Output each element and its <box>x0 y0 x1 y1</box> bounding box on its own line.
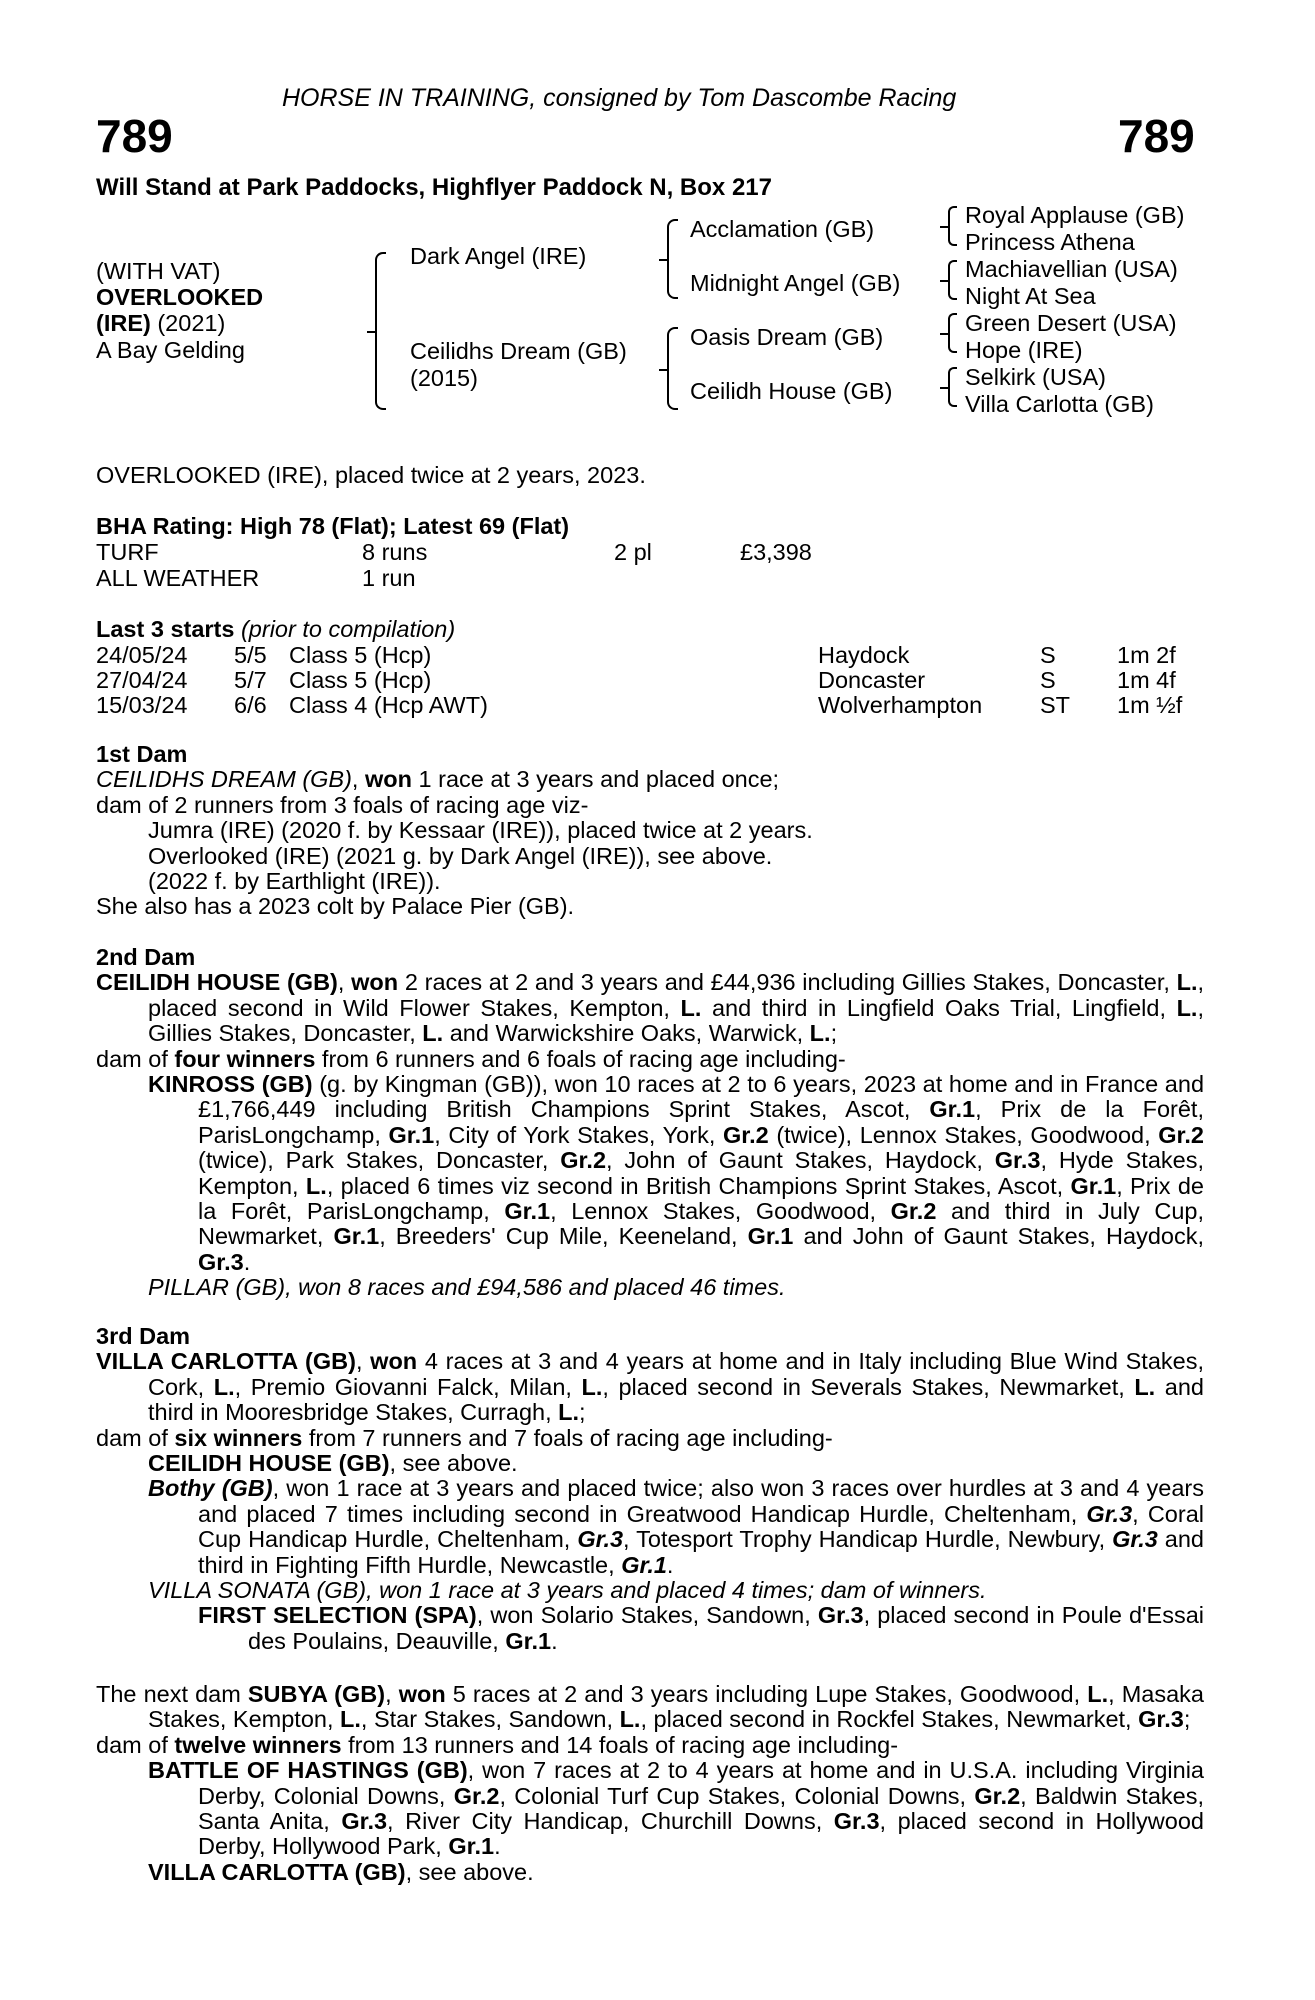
record-text: , placed second in Wild Flower Stakes, Kempton, <box>148 969 1205 1021</box>
pedigree-brace-sd <box>948 260 957 300</box>
start-class: Class 4 (Hcp AWT) <box>289 692 488 718</box>
group-mark: Gr.1 <box>1070 1172 1117 1199</box>
last-starts-note: (prior to compilation) <box>234 616 456 642</box>
record-text: . <box>243 1248 251 1275</box>
horse-name: OVERLOOKED <box>96 284 264 310</box>
start-class: Class 5 (Hcp) <box>289 642 432 668</box>
third-dam-section <box>96 1324 1204 1654</box>
record-text: ; <box>1183 1706 1191 1733</box>
group-mark: Gr.3 <box>817 1602 864 1629</box>
record-text: and John of Gaunt Stakes, Haydock, <box>793 1223 1205 1250</box>
rating-runs: 1 run <box>362 565 416 591</box>
record-text: and third in Lingfield Oaks Trial, Lingfield, <box>701 994 1177 1021</box>
start-date: 27/04/24 <box>96 667 188 693</box>
pedigree-dss: Green Desert (USA) <box>965 310 1177 336</box>
second-dam-name: CEILIDH HOUSE (GB) <box>96 969 338 996</box>
group-mark: Gr.1 <box>929 1096 976 1123</box>
group-mark: Gr.1 <box>504 1198 551 1225</box>
pedigree-ssd: Princess Athena <box>965 229 1135 255</box>
start-class: Class 5 (Hcp) <box>289 667 432 693</box>
record-text: , Totesport Trophy Handicap Hurdle, Newbury, <box>623 1526 1113 1553</box>
pedigree-dds: Selkirk (USA) <box>965 364 1107 390</box>
record-text: , placed second in Hollywood Derby, Hollywood Park, <box>198 1808 1204 1860</box>
battle-of-hastings-name: BATTLE OF HASTINGS (GB) <box>148 1757 468 1784</box>
record-text: , see above. <box>405 1858 534 1885</box>
start-date: 15/03/24 <box>96 692 188 718</box>
second-dam-record: CEILIDH HOUSE (GB), won 2 races at 2 and 3 years and £44,936 including Gillies Stakes, Doncaster, L., placed second in Wild Flower Stakes, Kempton, L. and third in Lingfield Oaks Trial, Lingfield, L., Gillies Stakes, Doncaster, L. and Warwickshire Oaks, Warwick, L.; <box>96 969 1205 1047</box>
record-text: , Colonial Turf Cup Stakes, Colonial Downs, <box>499 1782 975 1809</box>
pillar-record: PILLAR (GB), won 8 races and £94,586 and placed 46 times. <box>148 1274 786 1301</box>
third-dam-record: VILLA CARLOTTA (GB), won 4 races at 3 and 4 years at home and in Italy including Blue Wind Stakes, Cork, L., Premio Giovanni Falck, Milan, L., placed second in Severals Stakes, Newmarket, L. and third in Mooresbridge Stakes, Curragh, L.; <box>96 1348 1204 1426</box>
record-text: , Prix de la Forêt, ParisLongchamp, <box>198 1172 1204 1225</box>
first-dam-text: 1 race at 3 years and placed once; <box>411 766 780 793</box>
pedigree-sire: Dark Angel (IRE) <box>410 243 587 269</box>
villa-carlotta-ref <box>96 1860 1204 1885</box>
vat-label: (WITH VAT) <box>96 258 221 284</box>
rating-row-turf <box>96 539 1216 565</box>
group-mark: Gr.2 <box>723 1121 769 1148</box>
pedigree-brace-dam <box>667 327 678 410</box>
listed-mark: L. <box>581 1373 603 1400</box>
group-mark: Gr.3 <box>1086 1500 1133 1527</box>
lot-number-left: 789 <box>96 110 173 162</box>
listed-mark: L. <box>305 1172 327 1199</box>
record-text: , Prix de la Forêt, ParisLongchamp, <box>198 1096 1204 1148</box>
record-text: and Warwickshire Oaks, Warwick, <box>443 1020 810 1047</box>
group-mark: Gr.3 <box>341 1808 388 1835</box>
start-going: S <box>1040 642 1056 668</box>
group-mark: Gr.2 <box>890 1198 937 1225</box>
group-mark: Gr.1 <box>388 1121 435 1148</box>
offspring-name: VILLA CARLOTTA (GB) <box>148 1858 406 1885</box>
record-text: , won 1 race at 3 years and placed twice; also won 3 races over hurdles at 3 and 4 years and placed 7 times including second in Greatwood Handicap Hurdle, Cheltenham, <box>198 1475 1205 1527</box>
record-text: and third in Fighting Fifth Hurdle, Newcastle, <box>198 1526 1204 1578</box>
start-distance: 1m 4f <box>1117 667 1176 693</box>
first-dam-offspring-intro: dam of 2 runners from 3 foals of racing age viz- <box>96 791 589 818</box>
record-text: 5 races at 2 and 3 years including Lupe Stakes, Goodwood, <box>445 1681 1088 1707</box>
first-dam-note: She also has a 2023 colt by Palace Pier (GB). <box>96 893 575 920</box>
rating-runs: 8 runs <box>362 539 428 565</box>
ceilidh-house-ref <box>96 1451 1204 1476</box>
rating-surface: ALL WEATHER <box>96 565 260 591</box>
record-text: , placed second in Severals Stakes, Newmarket, <box>602 1373 1135 1400</box>
next-dam-produce <box>96 1733 1204 1758</box>
first-dam-line: CEILIDHS DREAM (GB), won 1 race at 3 years and placed once; <box>96 766 780 793</box>
pedigree-sdd: Night At Sea <box>965 283 1096 309</box>
record-text: , placed 6 times viz second in British Champions Sprint Stakes, Ascot, <box>326 1172 1071 1199</box>
horse-year: (2021) <box>150 310 226 336</box>
group-mark: Gr.2 <box>974 1782 1021 1809</box>
record-text: , Breeders' Cup Mile, Keeneland, <box>379 1223 748 1250</box>
consignment-line: HORSE IN TRAINING, consigned by Tom Dascombe Racing <box>282 84 957 112</box>
listed-mark: L. <box>422 1020 444 1047</box>
offspring-name: CEILIDH HOUSE (GB) <box>148 1450 390 1477</box>
pedigree-sds: Machiavellian (USA) <box>965 256 1178 282</box>
group-mark: Gr.3 <box>577 1526 624 1553</box>
pedigree-brace-sire <box>667 219 678 299</box>
pedigree-sire-dam: Midnight Angel (GB) <box>690 270 901 296</box>
start-course: Haydock <box>818 642 910 668</box>
listed-mark: L. <box>1176 969 1198 996</box>
listed-mark: L. <box>1134 1373 1156 1400</box>
pedigree-sire-sire: Acclamation (GB) <box>690 216 875 242</box>
start-position: 6/6 <box>234 692 267 718</box>
first-selection-record <box>96 1603 1204 1654</box>
pedigree-brace-gen1 <box>375 252 386 410</box>
record-text: , Lennox Stakes, Goodwood, <box>550 1198 891 1225</box>
stand-location: Will Stand at Park Paddocks, Highflyer Paddock N, Box 217 <box>96 174 772 201</box>
second-dam-title: 2nd Dam <box>96 944 196 970</box>
record-text: , placed second in Rockfel Stakes, Newmarket, <box>640 1706 1139 1733</box>
won-label: won <box>370 1348 418 1375</box>
record-text: , Masaka Stakes, Kempton, <box>148 1681 1205 1733</box>
record-text: , Hyde Stakes, Kempton, <box>198 1147 1204 1199</box>
start-course: Doncaster <box>818 667 926 693</box>
group-mark: Gr.1 <box>448 1833 495 1860</box>
bha-rating: BHA Rating: High 78 (Flat); Latest 69 (Flat) <box>96 513 570 539</box>
pedigree-brace-ds <box>948 313 957 353</box>
record-text: and third in Mooresbridge Stakes, Curragh, <box>148 1373 1204 1426</box>
listed-mark: L. <box>213 1373 235 1400</box>
start-distance: 1m ½f <box>1117 692 1183 718</box>
next-dam-name: SUBYA (GB) <box>247 1681 386 1707</box>
lot-number-right: 789 <box>1118 110 1195 162</box>
record-text: , City of York Stakes, York, <box>434 1121 723 1148</box>
horse-description: A Bay Gelding <box>96 337 245 363</box>
record-text: . <box>666 1551 674 1578</box>
start-course: Wolverhampton <box>818 692 983 718</box>
produce-text: dam of <box>96 1731 175 1758</box>
rating-row-aw <box>96 565 1216 591</box>
group-mark: Gr.3 <box>1138 1706 1184 1733</box>
pedigree-dsd: Hope (IRE) <box>965 337 1083 363</box>
kinross-name: KINROSS (GB) <box>148 1071 313 1098</box>
second-dam-section <box>96 945 1204 1301</box>
pedigree-ddd: Villa Carlotta (GB) <box>965 391 1154 417</box>
pedigree-dam-dam: Ceilidh House (GB) <box>690 378 893 404</box>
record-text: . <box>494 1833 501 1860</box>
offspring-line: Overlooked (IRE) (2021 g. by Dark Angel (IRE)), see above. <box>148 842 773 869</box>
first-selection-name: FIRST SELECTION (SPA) <box>198 1602 477 1629</box>
villa-sonata-record: VILLA SONATA (GB), won 1 race at 3 years and placed 4 times; dam of winners. <box>148 1577 987 1604</box>
listed-mark: L. <box>1176 994 1198 1021</box>
record-text: . <box>551 1627 558 1654</box>
listed-mark: L. <box>680 994 702 1021</box>
group-mark: Gr.1 <box>333 1223 380 1250</box>
record-text: , Star Stakes, Sandown, <box>360 1706 620 1733</box>
pedigree-dam-year: (2015) <box>410 365 478 391</box>
race-summary: OVERLOOKED (IRE), placed twice at 2 years, 2023. <box>96 462 646 488</box>
record-text: 2 races at 2 and 3 years and £44,936 including Gillies Stakes, Doncaster, <box>398 969 1177 996</box>
record-text: , Baldwin Stakes, Santa Anita, <box>198 1782 1204 1835</box>
pedigree-dam-sire: Oasis Dream (GB) <box>690 324 884 350</box>
start-date: 24/05/24 <box>96 642 188 668</box>
last-starts-title: Last 3 starts <box>96 616 235 642</box>
record-text: , Coral Cup Handicap Hurdle, Cheltenham, <box>198 1500 1204 1553</box>
group-mark: Gr.1 <box>505 1627 552 1654</box>
produce-text: dam of <box>96 1424 175 1451</box>
group-mark: Gr.2 <box>453 1782 500 1809</box>
offspring-line: Jumra (IRE) (2020 f. by Kessaar (IRE)), placed twice at 2 years. <box>148 817 813 844</box>
last-starts-heading <box>96 616 455 643</box>
start-going: S <box>1040 667 1056 693</box>
produce-text: dam of <box>96 1045 175 1072</box>
listed-mark: L. <box>1087 1681 1109 1707</box>
bothy-record <box>96 1476 1204 1578</box>
record-text: (twice), Park Stakes, Doncaster, <box>198 1147 561 1174</box>
pedigree-sss: Royal Applause (GB) <box>965 202 1185 228</box>
battle-of-hastings-record <box>96 1758 1204 1860</box>
start-row <box>96 692 1216 718</box>
next-dam-record: The next dam SUBYA (GB), won 5 races at 2 and 3 years including Lupe Stakes, Goodwood, L., Masaka Stakes, Kempton, L., Star Stakes, Sandown, L., placed second in Rockfel Stakes, Newmarket, Gr.3; <box>96 1681 1205 1733</box>
third-dam-title: 3rd Dam <box>96 1323 191 1349</box>
pedigree-brace-ss <box>948 206 957 246</box>
pedigree-dam: Ceilidhs Dream (GB) <box>410 338 627 364</box>
won-label: won <box>398 1681 446 1707</box>
group-mark: Gr.2 <box>1158 1121 1204 1148</box>
won-label: won <box>351 969 399 996</box>
group-mark: Gr.3 <box>833 1808 880 1835</box>
group-mark: Gr.1 <box>621 1551 667 1578</box>
record-text: , Premio Giovanni Falck, Milan, <box>234 1373 582 1400</box>
winners-count: twelve winners <box>174 1731 342 1758</box>
record-text: ; <box>579 1399 586 1426</box>
record-text: , River City Handicap, Churchill Downs, <box>387 1808 834 1835</box>
rating-earnings: £3,398 <box>740 539 812 565</box>
group-mark: Gr.3 <box>198 1248 244 1275</box>
listed-mark: L. <box>340 1706 361 1733</box>
next-dam-section <box>96 1682 1204 1885</box>
won-label: won <box>364 766 412 793</box>
group-mark: Gr.1 <box>747 1223 794 1250</box>
start-position: 5/5 <box>234 642 267 668</box>
offspring-line: (2022 f. by Earthlight (IRE)). <box>148 868 441 895</box>
start-position: 5/7 <box>234 667 267 693</box>
record-text: , won Solario Stakes, Sandown, <box>476 1602 818 1629</box>
bothy-name: Bothy (GB) <box>148 1475 273 1502</box>
third-dam-produce <box>96 1426 1204 1451</box>
start-row <box>96 667 1216 693</box>
record-text: 4 races at 3 and 4 years at home and in Italy including Blue Wind Stakes, Cork, <box>148 1348 1204 1400</box>
record-text: , won 7 races at 2 to 4 years at home and in U.S.A. including Virginia Derby, Colonial Downs, <box>198 1757 1204 1809</box>
produce-text: from 7 runners and 7 foals of racing age including- <box>302 1424 833 1451</box>
winners-count: four winners <box>174 1045 316 1072</box>
third-dam-name: VILLA CARLOTTA (GB) <box>96 1348 356 1375</box>
first-dam-title: 1st Dam <box>96 741 188 767</box>
record-text: (twice), Lennox Stakes, Goodwood, <box>768 1121 1159 1148</box>
record-text: , see above. <box>389 1450 518 1477</box>
record-text: , placed second in Poule d'Essai des Poulains, Deauville, <box>248 1602 1204 1654</box>
horse-origin <box>96 310 225 337</box>
group-mark: Gr.3 <box>1112 1526 1158 1553</box>
produce-text: from 13 runners and 14 foals of racing age including- <box>341 1731 899 1758</box>
record-text: ; <box>830 1020 838 1047</box>
start-row <box>96 642 1216 668</box>
first-dam-section <box>96 742 1204 920</box>
group-mark: Gr.2 <box>560 1147 607 1174</box>
group-mark: Gr.3 <box>994 1147 1041 1174</box>
record-text: and third in July Cup, Newmarket, <box>198 1198 1205 1250</box>
listed-mark: L. <box>558 1399 580 1426</box>
start-going: ST <box>1040 692 1071 718</box>
listed-mark: L. <box>619 1706 641 1733</box>
rating-placed: 2 pl <box>614 539 652 565</box>
horse-country: (IRE) <box>96 310 151 336</box>
record-text: The next dam <box>96 1681 248 1707</box>
record-text: , Gillies Stakes, Doncaster, <box>148 994 1204 1047</box>
listed-mark: L. <box>809 1020 831 1047</box>
kinross-record <box>96 1072 1204 1275</box>
produce-text: from 6 runners and 6 foals of racing age including- <box>315 1045 846 1072</box>
second-dam-produce <box>96 1047 1204 1072</box>
first-dam-name: CEILIDHS DREAM (GB) <box>96 766 352 793</box>
start-distance: 1m 2f <box>1117 642 1176 668</box>
rating-surface: TURF <box>96 539 159 565</box>
pedigree-brace-dd <box>948 367 957 407</box>
record-text: , John of Gaunt Stakes, Haydock, <box>606 1147 995 1174</box>
record-text: (g. by Kingman (GB)), won 10 races at 2 to 6 years, 2023 at home and in France and £1,766,449 including British Champions Sprint Stakes, Ascot, <box>198 1071 1205 1123</box>
winners-count: six winners <box>174 1424 303 1451</box>
